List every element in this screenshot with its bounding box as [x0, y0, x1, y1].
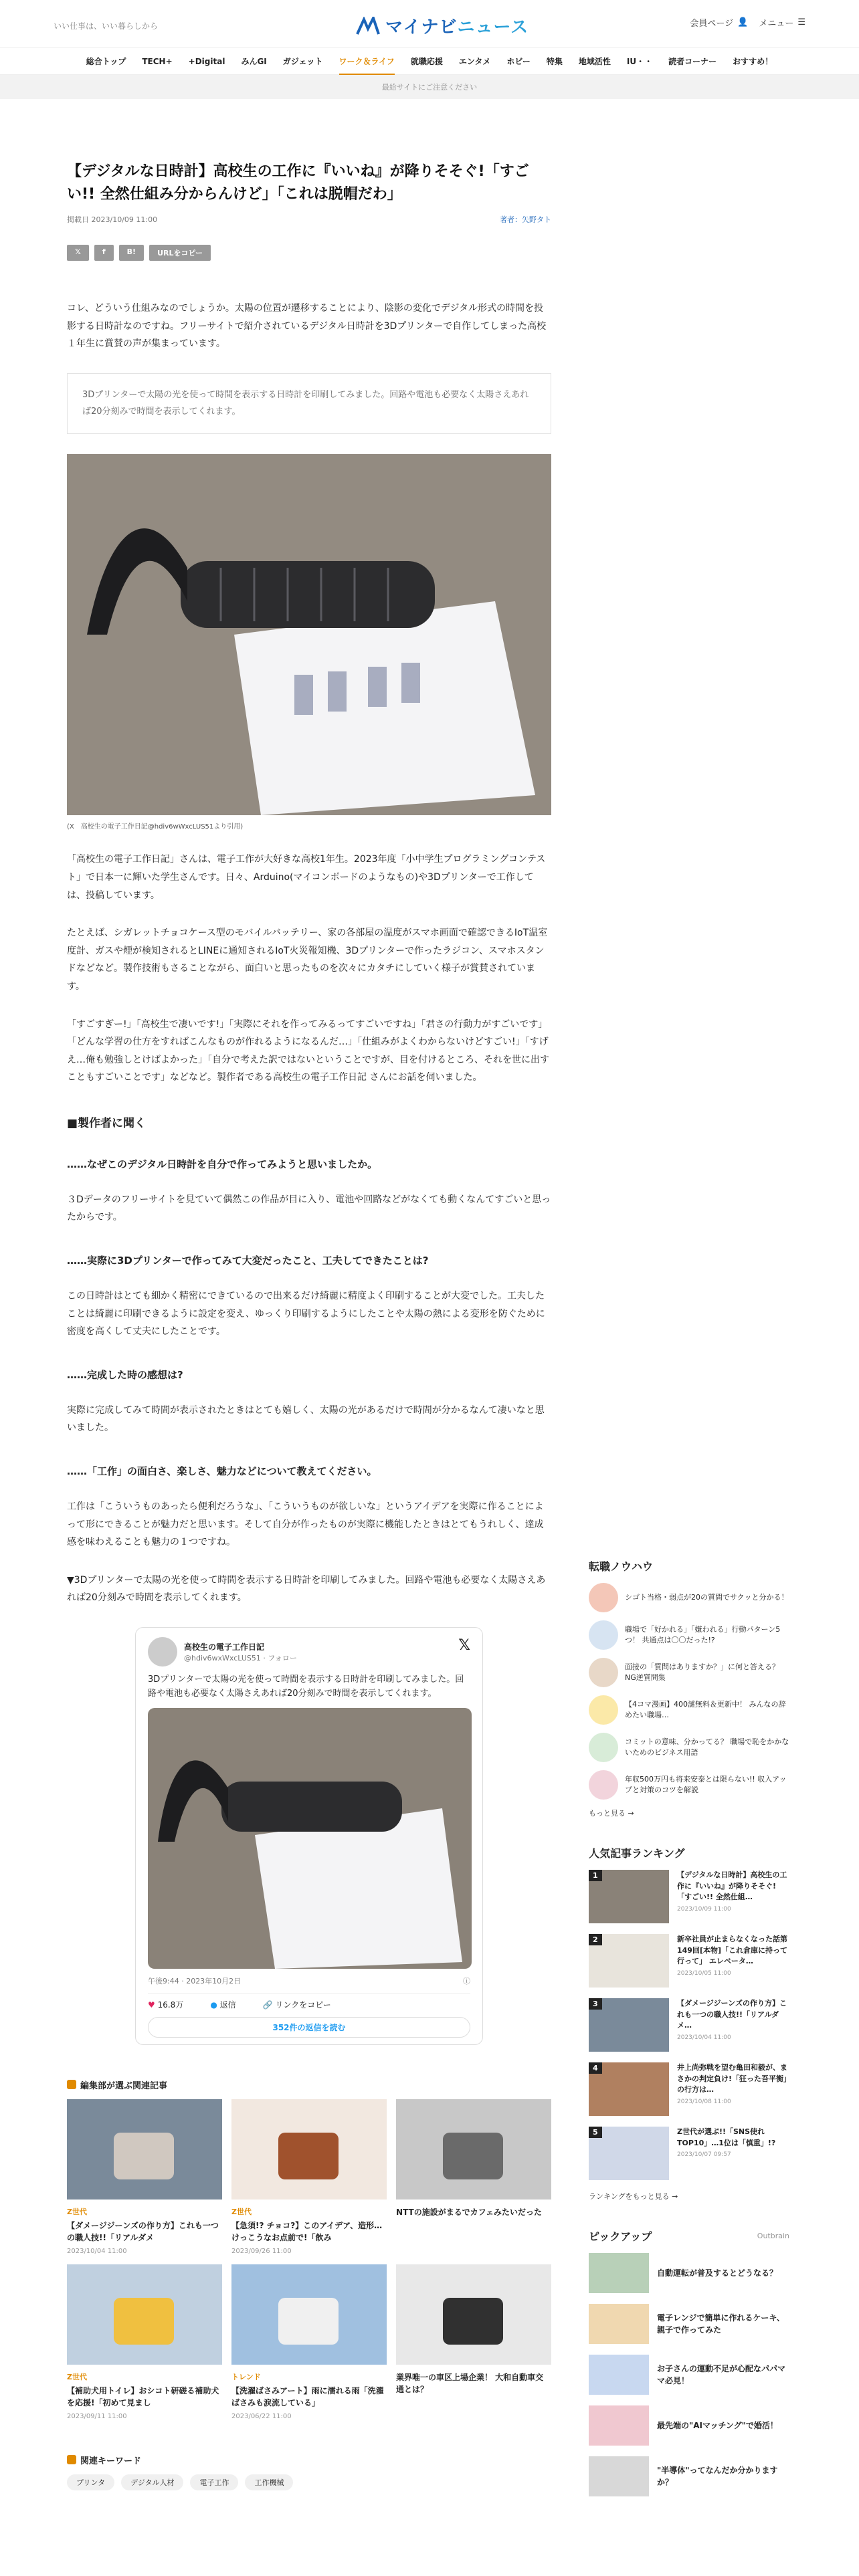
related-thumbnail[interactable] — [67, 2099, 222, 2199]
share-button-2[interactable]: B! — [119, 245, 144, 261]
nav-item-11[interactable]: IU・・ — [626, 57, 653, 66]
pickup-item[interactable] — [589, 2456, 789, 2496]
article-date: 掲載日 2023/10/09 11:00 — [67, 215, 158, 225]
ranking-item[interactable] — [589, 2062, 789, 2116]
question-3: ……完成した時の感想は? — [67, 1368, 183, 1381]
keyword-tag[interactable]: プリンタ — [67, 2474, 114, 2490]
knowhow-title[interactable]: 【4コマ漫画】400謎無料＆更新中！ みんなの辞めたい職場… — [625, 1699, 786, 1719]
keyword-tag[interactable]: 電子工作 — [190, 2474, 238, 2490]
paragraph-3: 「すごすぎー!」「高校生で凄いです!」「実際にそれを作ってみるってすごいですね」「君さの行動力がすごいです」「どんな学習の仕方をすればこんなものが作れるようになるんだ…」「仕組みがよくわからないけどすごい!」「すげえ…俺も勉強しとけばよかった」「自分で考えた訳ではないということですが、目を付けるところ、それを世に出すこともすごいことです」などなど。製作者である高校生の電子工作日記 さんにお話を伺いました。 — [67, 1018, 549, 1083]
pickup-item[interactable] — [589, 2355, 789, 2395]
pickup-title[interactable]: 電子レンジで簡単に作れるケーキ、親子で作ってみた — [657, 2313, 785, 2335]
ranking-thumbnail[interactable] — [589, 1998, 669, 2052]
ranking-heading: 人気記事ランキング — [589, 1847, 685, 1860]
ranking-thumbnail[interactable] — [589, 1934, 669, 1988]
paragraph-1: 「高校生の電子工作日記」さんは、電子工作が大好きな高校1年生。2023年度「小中学生プログラミングコンテスト」で日本一に輝いた学生さんです。日々、Arduino(マイコンボードのようなもの)や3Dプリンターで工作しては、投稿しています。 — [67, 854, 546, 901]
knowhow-more-link[interactable]: もっと見る → — [589, 1809, 634, 1818]
menu-button[interactable]: メニュー ☰ — [759, 17, 805, 29]
member-page-link[interactable]: 会員ページ 👤 — [690, 17, 749, 29]
pickup-thumbnail[interactable] — [589, 2456, 649, 2496]
related-article[interactable] — [396, 2264, 551, 2420]
lead-paragraph: コレ、どういう仕組みなのでしょうか。太陽の位置が遷移することにより、陰影の変化でデジタル形式の時間を投影する日時計なのですね。フリーサイトで紹介されているデジタル日時計を3Dプリンターで自作してしまった高校１年生に賞賛の声が集まっています。 — [67, 303, 547, 350]
nav-item-13[interactable]: おすすめ！ — [733, 57, 773, 66]
related-thumbnail[interactable] — [231, 2099, 387, 2199]
embedded-tweet[interactable] — [135, 1627, 483, 2045]
global-nav — [0, 48, 859, 75]
ranking-date: 2023/10/08 11:00 — [677, 2098, 731, 2105]
rank-number: 4 — [589, 2062, 602, 2074]
knowhow-item[interactable] — [589, 1620, 789, 1650]
logo-mark-icon — [356, 17, 380, 35]
rank-number: 5 — [589, 2127, 602, 2138]
arrow-right-icon: → — [672, 2192, 678, 2201]
ranking-date: 2023/10/09 11:00 — [677, 1905, 731, 1913]
pickup-thumbnail[interactable] — [589, 2355, 649, 2395]
knowhow-thumbnail — [589, 1658, 618, 1687]
answer-2: この日時計はとても細かく精密にできているので出来るだけ綺麗に精度よく印刷することが大変でした。工夫したことは綺麗に印刷できるように設定を変え、ゆっくり印刷するようにしたことや太陽の熱による変形を防ぐために密度を高くして丈夫にしたことです。 — [67, 1291, 545, 1337]
ranking-date: 2023/10/07 09:57 — [677, 2151, 731, 2158]
related-article[interactable] — [67, 2264, 222, 2420]
ranking-title[interactable]: 【デジタルな日時計】高校生の工作に『いいね』が降りそそぐ!「すごい!! 全然仕組… — [677, 1870, 787, 1901]
keyword-list — [67, 2474, 551, 2490]
rank-number: 3 — [589, 1998, 602, 2010]
nav-item-6[interactable]: 就職応援 — [410, 57, 443, 66]
tagline: いい仕事は、いい暮らしから — [54, 21, 159, 31]
article-author[interactable]: 著者：矢野タト — [500, 215, 551, 225]
nav-item-3[interactable]: みんGI — [241, 57, 267, 66]
ranking-thumbnail[interactable] — [589, 1870, 669, 1923]
ranking-title[interactable]: 井上尚弥戦を望む亀田和毅が、まさかの判定負け!「狂った吾平衡」の行方は… — [677, 2063, 787, 2094]
pickup-title[interactable]: 自動運転が普及するとどうなる？ — [657, 2268, 778, 2278]
reply-button[interactable]: ● 返信 — [210, 2000, 236, 2010]
related-heading: 編集部が選ぶ関連記事 — [67, 2078, 551, 2091]
knowhow-item[interactable] — [589, 1695, 789, 1725]
knowhow-title[interactable]: 職場で「好かれる」「嫌われる」行動パターン5つ！ 共通点は〇〇だった!? — [625, 1624, 781, 1644]
ranking-date: 2023/10/04 11:00 — [677, 2034, 731, 2041]
ranking-title[interactable]: Z世代が選ぶ!!「SNS使れTOP10」…1位は「慎重」!? — [677, 2127, 776, 2147]
pickup-title[interactable]: 最先端の"AIマッチング"で婚活！ — [657, 2421, 778, 2430]
x-logo-icon[interactable]: 𝕏 — [458, 1637, 470, 1654]
related-thumbnail[interactable] — [396, 2264, 551, 2365]
question-1: ……なぜこのデジタル日時計を自分で作ってみようと思いましたか。 — [67, 1158, 378, 1170]
related-date: 2023/10/04 11:00 — [67, 2247, 127, 2255]
quote-box: 3Dプリンターで太陽の光を使って時間を表示する日時計を印刷してみました。回路や電池も必要なく太陽さえあれば20分刻みで時間を表示してくれます。 — [67, 373, 551, 434]
pickup-item[interactable] — [589, 2405, 789, 2446]
site-logo[interactable] — [356, 13, 529, 38]
copy-link-button[interactable]: 🔗 リンクをコピー — [262, 2000, 331, 2010]
article — [67, 160, 551, 2490]
ranking-thumbnail[interactable] — [589, 2127, 669, 2180]
pickup-title[interactable]: お子さんの運動不足が心配なパパママ必見！ — [657, 2364, 786, 2385]
share-button-0[interactable]: 𝕏 — [67, 245, 89, 261]
knowhow-item[interactable] — [589, 1658, 789, 1687]
nav-item-5[interactable]: ワーク＆ライフ — [339, 56, 395, 75]
related-title[interactable]: 【洗濯ばさみアート】雨に濡れる雨「洗濯ばさみも涙流している」 — [231, 2385, 384, 2407]
site-header — [0, 0, 859, 48]
related-title[interactable]: 【ダメージジーンズの作り方】これも一つの職人技!!「リアルダメ — [67, 2220, 219, 2242]
arrow-right-icon: → — [628, 1809, 634, 1818]
keyword-tag[interactable]: デジタル人材 — [121, 2474, 183, 2490]
knowhow-title[interactable]: コミットの意味、分かってる？ 職場で恥をかかないためのビジネス用語 — [625, 1737, 789, 1757]
answer-1: ３Dデータのフリーサイトを見ていて偶然この作品が目に入り、電池や回路などがなくても動くなんてすごいと思ったからです。 — [67, 1194, 551, 1223]
related-category: トレンド — [231, 2372, 261, 2381]
question-2: ……実際に3Dプリンターで作ってみて大変だったこと、工夫してできたことは? — [67, 1255, 429, 1267]
related-category: Z世代 — [67, 2207, 87, 2216]
heading-mark-icon — [67, 2080, 76, 2089]
knowhow-thumbnail — [589, 1695, 618, 1725]
share-button-3[interactable]: URLをコピー — [149, 245, 211, 261]
related-title[interactable]: 【急須!? チョコ?】このアイデア、造形…けっこうなお点前で!「飲み — [231, 2220, 383, 2242]
rank-number: 2 — [589, 1934, 602, 1945]
related-article[interactable] — [231, 2264, 387, 2420]
related-title[interactable]: 業界唯一の車区上場企業！ 大和自動車交通とは？ — [396, 2372, 544, 2394]
pickup-thumbnail[interactable] — [589, 2304, 649, 2344]
knowhow-title[interactable]: 年収500万円も将来安泰とは限らない!! 収入アップと対策のコツを解説 — [625, 1774, 787, 1794]
pickup-heading: ピックアップ — [589, 2230, 652, 2243]
related-article[interactable] — [67, 2099, 222, 2255]
read-replies-button[interactable]: 352件の返信を読む — [148, 2017, 470, 2038]
related-date: 2023/06/22 11:00 — [231, 2412, 292, 2420]
nav-item-10[interactable]: 地域活性 — [578, 57, 611, 66]
question-4: ……「工作」の面白さ、楽しさ、魅力などについて教えてください。 — [67, 1465, 377, 1478]
ranking-item[interactable] — [589, 2127, 789, 2180]
related-category: Z世代 — [231, 2207, 252, 2216]
hamburger-icon: ☰ — [797, 17, 805, 27]
paragraph-2: たとえば、シガレットチョコケース型のモバイルバッテリー、家の各部屋の温度がスマホ画面で確認できるIoT温室度計、ガスや煙が検知されるとLINEに通知されるIoT火災報知機、3Dプリンターで作ったラジコン、スマホスタンドなどなど。製作技術もさることながら、面白いと思ったものを次々にカタチにしていく様子が賞賛されています。 — [67, 928, 548, 992]
article-title: 【デジタルな日時計】高校生の工作に『いいね』が降りそそぐ!「すごい!! 全然仕組み分からんけど」「これは脱帽だわ」 — [67, 163, 529, 203]
ranking-more-link[interactable]: ランキングをもっと見る → — [589, 2192, 678, 2201]
keywords-heading: 関連キーワード — [67, 2454, 551, 2466]
heart-icon: ♥ — [148, 2000, 155, 2010]
knowhow-item[interactable] — [589, 1770, 789, 1800]
share-buttons — [67, 245, 551, 261]
tweet-time[interactable]: 午後9:44 · 2023年10月2日 — [148, 1976, 242, 1985]
nav-item-0[interactable]: 総合トップ — [86, 57, 126, 66]
photo-caption: (X 高校生の電子工作日記@hdiv6wWxcLUS51より引用) — [67, 823, 244, 831]
ranking-item[interactable] — [589, 1998, 789, 2052]
ranking-thumbnail[interactable] — [589, 2062, 669, 2116]
related-title[interactable]: 【補助犬用トイレ】おシコト研磋る補助犬を応援!「初めて見まし — [67, 2385, 219, 2407]
related-title[interactable]: NTTの施設がまるでカフェみたいだった — [396, 2207, 542, 2217]
related-article[interactable] — [396, 2099, 551, 2255]
related-category: Z世代 — [67, 2372, 87, 2381]
related-date: 2023/09/11 11:00 — [67, 2412, 127, 2420]
ranking-title[interactable]: 新卒社員が止まらなくなった話第149回[本物]「これ倉庫に持って行って」 エレベータ… — [677, 1935, 788, 1965]
knowhow-thumbnail — [589, 1733, 618, 1762]
knowhow-title[interactable]: シゴト当格・弱点が20の質問でサクッと分かる！ — [625, 1592, 789, 1602]
answer-3: 実際に完成してみて時間が表示されたときはとても嬉しく、太陽の光があるだけで時間が分かるなんて凄いなと思いました。 — [67, 1404, 545, 1434]
user-icon: 👤 — [737, 17, 749, 27]
knowhow-item[interactable] — [589, 1733, 789, 1762]
pickup-thumbnail[interactable] — [589, 2253, 649, 2293]
knowhow-thumbnail — [589, 1620, 618, 1650]
tweet-author[interactable]: 高校生の電子工作日記 — [184, 1642, 265, 1652]
ranking-title[interactable]: 【ダメージジーンズの作り方】これも一つの職人技!!「リアルダメ… — [677, 1999, 787, 2030]
notice-bar: 最給サイトにご注意ください — [0, 75, 859, 99]
sidebar — [589, 1558, 789, 2507]
nav-item-12[interactable]: 読者コーナー — [668, 57, 717, 66]
nav-item-4[interactable]: ガジェット — [282, 57, 323, 66]
logo-text: マイナビニュース — [385, 17, 529, 37]
knowhow-thumbnail — [589, 1583, 618, 1612]
like-button[interactable]: ♥ 16.8万 — [148, 2000, 184, 2010]
tag-icon — [67, 2455, 76, 2464]
nav-item-7[interactable]: エンタメ — [458, 57, 491, 66]
answer-4: 工作は「こういうものあったら便利だろうな」、「こういうものが欲しいな」というアイデアを実際に作ることによって形にできることが魅力だと思います。そして自分が作ったものが実際に機能したときはとてもうれしく、達成感を味わえることも魅力の１つですね。 — [67, 1501, 544, 1548]
related-articles — [67, 2099, 551, 2420]
share-button-1[interactable]: f — [94, 245, 114, 261]
tweet-handle[interactable]: @hdiv6wxWxcLUS51 · フォロー — [184, 1653, 297, 1662]
nav-item-1[interactable]: TECH+ — [142, 56, 173, 66]
pickup-title[interactable]: "半導体"ってなんだか分かりますか？ — [657, 2466, 778, 2487]
nav-item-9[interactable]: 特集 — [546, 57, 563, 66]
ranking-item[interactable] — [589, 1934, 789, 1988]
rank-number: 1 — [589, 1870, 602, 1881]
knowhow-title[interactable]: 面接の「質問はありますか？」に何と答える？ NG逆質問集 — [625, 1662, 779, 1682]
ranking-date: 2023/10/05 11:00 — [677, 1969, 731, 1977]
related-date: 2023/09/26 11:00 — [231, 2247, 292, 2255]
tweet-image[interactable] — [148, 1708, 472, 1969]
tweet-text: 3Dプリンターで太陽の光を使って時間を表示する日時計を印刷してみました。回路や電池も必要なく太陽さえあれば20分刻みで時間を表示してくれます。 — [148, 1675, 464, 1699]
interview-heading: ■製作者に聞く — [67, 1116, 147, 1130]
info-icon[interactable]: ⓘ — [463, 1976, 470, 1985]
knowhow-heading: 転職ノウハウ — [589, 1560, 654, 1573]
pickup-item[interactable] — [589, 2253, 789, 2293]
ranking-item[interactable] — [589, 1870, 789, 1923]
closing-paragraph: ▼3Dプリンターで太陽の光を使って時間を表示する日時計を印刷してみました。回路や電池も必要なく太陽さえあれば20分刻みで時間を表示してくれます。 — [67, 1574, 546, 1604]
pickup-item[interactable] — [589, 2304, 789, 2344]
pickup-thumbnail[interactable] — [589, 2405, 649, 2446]
nav-item-8[interactable]: ホビー — [506, 57, 531, 66]
nav-item-2[interactable]: +Digital — [188, 56, 225, 66]
reply-icon: ● — [210, 2000, 217, 2010]
related-thumbnail[interactable] — [396, 2099, 551, 2199]
sundial-photo — [67, 454, 551, 815]
knowhow-item[interactable] — [589, 1583, 789, 1612]
related-thumbnail[interactable] — [231, 2264, 387, 2365]
outbrain-label[interactable]: Outbrain — [757, 2232, 789, 2240]
related-thumbnail[interactable] — [67, 2264, 222, 2365]
keyword-tag[interactable]: 工作機械 — [245, 2474, 293, 2490]
avatar[interactable] — [148, 1637, 177, 1667]
link-icon: 🔗 — [262, 2000, 273, 2010]
related-article[interactable] — [231, 2099, 387, 2255]
knowhow-thumbnail — [589, 1770, 618, 1800]
